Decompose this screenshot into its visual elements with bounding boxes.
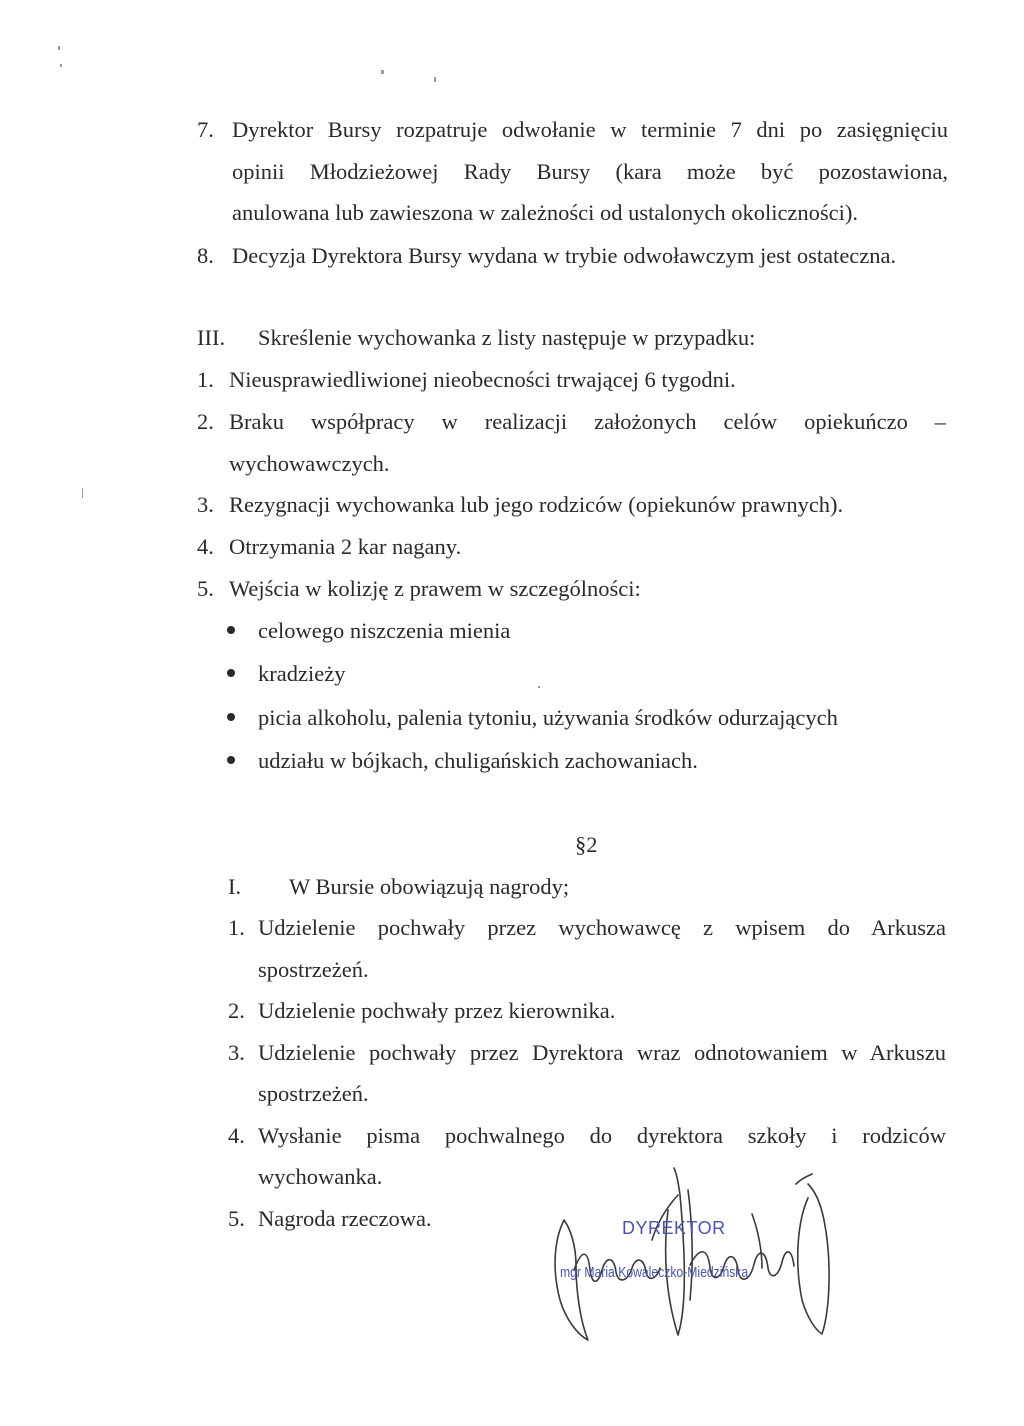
item-number: 4. bbox=[197, 534, 214, 559]
item-text-line: Udzielenie pochwały przez wychowawcę z wpisem do Arkusza bbox=[258, 915, 946, 940]
item-number: 3. bbox=[228, 1040, 245, 1065]
item-number: 3. bbox=[197, 492, 214, 517]
bullet-dot bbox=[227, 626, 235, 634]
stamp-title: DYREKTOR bbox=[622, 1218, 726, 1238]
scan-speck bbox=[60, 64, 62, 67]
item-text-line: Dyrektor Bursy rozpatruje odwołanie w terminie 7 dni po zasięgnięciu bbox=[232, 117, 948, 142]
scan-speck bbox=[82, 488, 83, 498]
scan-speck bbox=[538, 686, 540, 688]
bullet-dot bbox=[227, 713, 235, 721]
item-text-line: Udzielenie pochwały przez Dyrektora wraz odnotowaniem w Arkuszu bbox=[258, 1040, 946, 1065]
signature-stamp bbox=[540, 1150, 840, 1350]
item-text-line: Wejścia w kolizję z prawem w szczególności: bbox=[229, 576, 641, 601]
item-text-line: Udzielenie pochwały przez kierownika. bbox=[258, 998, 616, 1023]
bullet-text: celowego niszczenia mienia bbox=[258, 618, 511, 643]
item-text-line: Braku współpracy w realizacji założonych celów opiekuńczo – bbox=[229, 409, 946, 434]
item-text-line: opinii Młodzieżowej Rady Bursy (kara może być pozostawiona, bbox=[232, 159, 948, 184]
handwritten-signature bbox=[540, 1150, 840, 1350]
bullet-dot bbox=[227, 756, 235, 764]
item-text-line: Nieusprawiedliwionej nieobecności trwającej 6 tygodni. bbox=[229, 367, 736, 392]
scan-speck bbox=[434, 77, 436, 82]
item-text-line: spostrzeżeń. bbox=[258, 957, 369, 982]
item-number: 1. bbox=[197, 367, 214, 392]
item-text-line: anulowana lub zawieszona w zależności od ustalonych okoliczności). bbox=[232, 200, 859, 225]
bullet-text: kradzieży bbox=[258, 661, 346, 686]
item-text-line: Rezygnacji wychowanka lub jego rodziców (opiekunów prawnych). bbox=[229, 492, 844, 517]
section-number: I. bbox=[228, 874, 242, 899]
item-number: 8. bbox=[197, 243, 214, 268]
paragraph-symbol: §2 bbox=[575, 832, 598, 857]
section-number: III. bbox=[197, 325, 226, 350]
item-text-line: Nagroda rzeczowa. bbox=[258, 1206, 432, 1231]
item-number: 7. bbox=[197, 117, 214, 142]
bullet-text: udziału w bójkach, chuligańskich zachowaniach. bbox=[258, 748, 698, 773]
item-text-line: Decyzja Dyrektora Bursy wydana w trybie odwoławczym jest ostateczna. bbox=[232, 243, 897, 268]
item-text-line: Otrzymania 2 kar nagany. bbox=[229, 534, 462, 559]
item-number: 2. bbox=[228, 998, 245, 1023]
item-text-line: spostrzeżeń. bbox=[258, 1081, 369, 1106]
bullet-text: picia alkoholu, palenia tytoniu, używania środków odurzających bbox=[258, 705, 838, 730]
item-number: 2. bbox=[197, 409, 214, 434]
item-text-line: Wysłanie pisma pochwalnego do dyrektora szkoły i rodziców bbox=[258, 1123, 946, 1148]
section-heading: W Bursie obowiązują nagrody; bbox=[289, 874, 570, 899]
stamp-name: mgr Maria Kowaleczko-Miedzińska bbox=[560, 1265, 749, 1281]
item-number: 5. bbox=[228, 1206, 245, 1231]
item-text-line: wychowawczych. bbox=[229, 451, 390, 476]
item-number: 5. bbox=[197, 576, 214, 601]
scan-speck bbox=[58, 46, 60, 50]
item-text-line: wychowanka. bbox=[258, 1164, 383, 1189]
section-heading: Skreślenie wychowanka z listy następuje w przypadku: bbox=[258, 325, 756, 350]
item-number: 4. bbox=[228, 1123, 245, 1148]
item-number: 1. bbox=[228, 915, 245, 940]
bullet-dot bbox=[227, 669, 235, 677]
scan-speck bbox=[381, 70, 384, 74]
